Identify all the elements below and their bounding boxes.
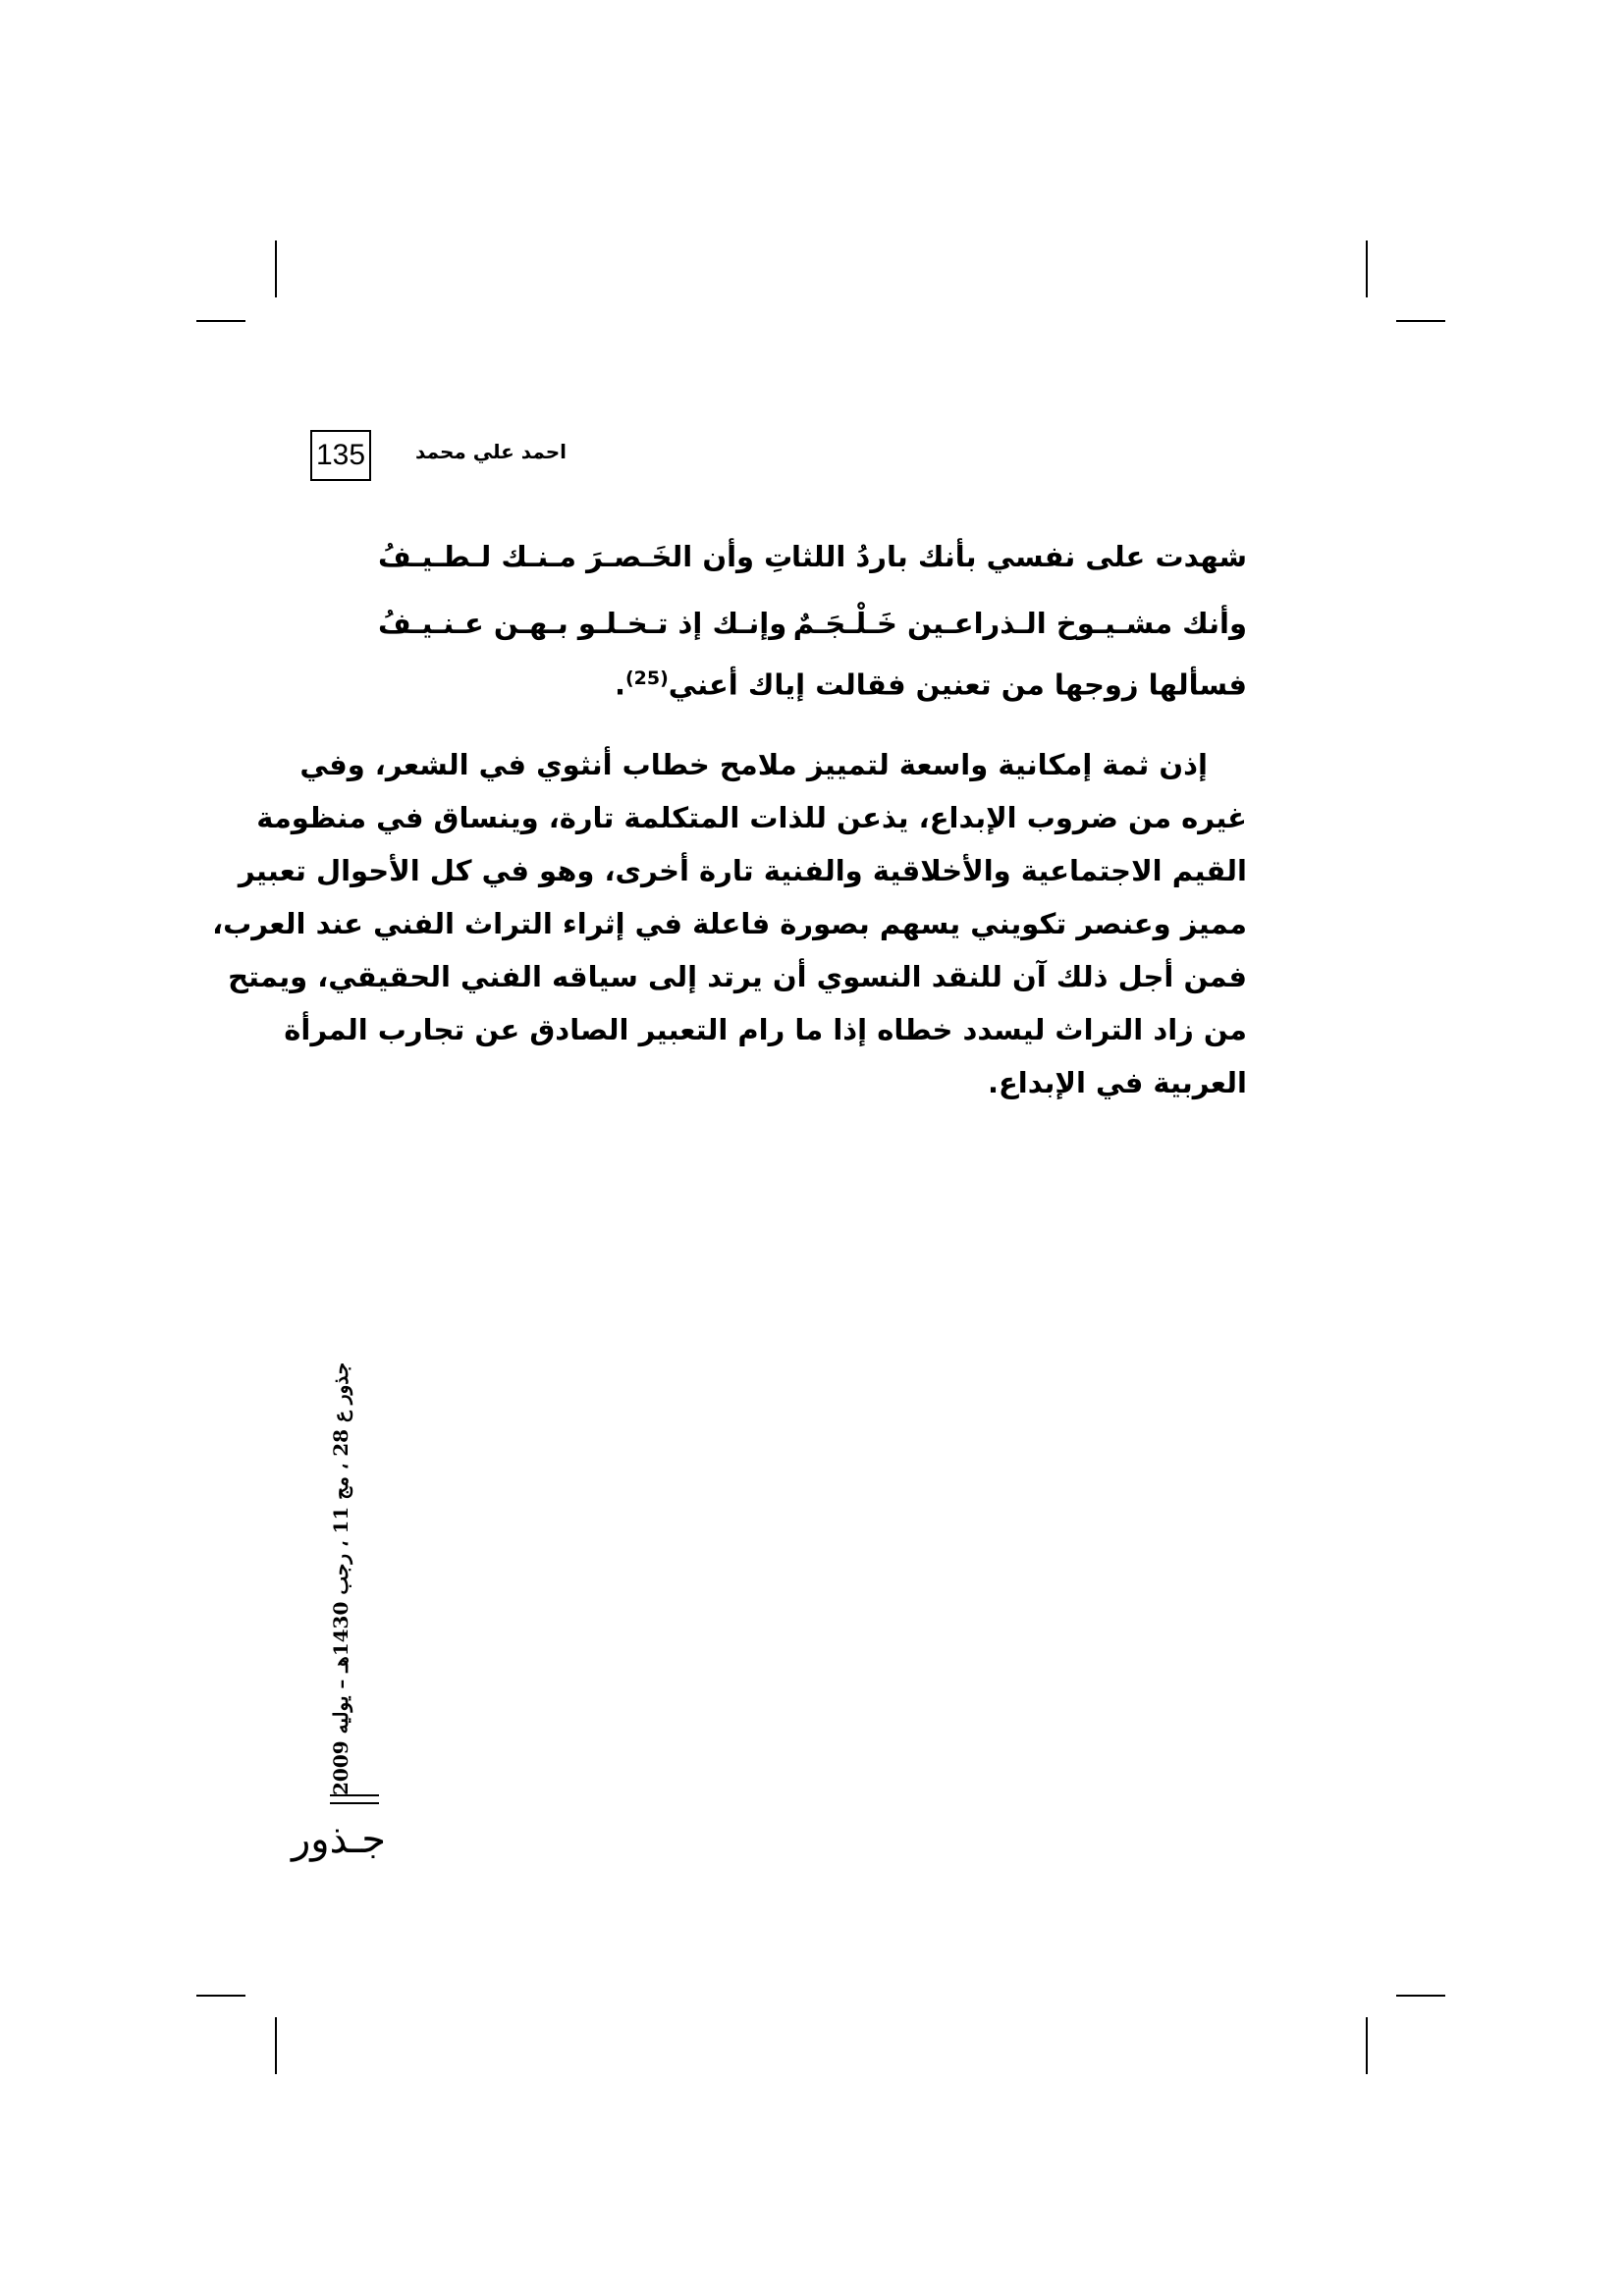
crop-mark-top-right-horizontal xyxy=(1396,320,1445,322)
verse-first-hemistich: وأنك مشـيـوخ الـذراعـين خَـلْـجَـمٌ xyxy=(792,607,1247,640)
crop-mark-top-right-vertical xyxy=(1366,240,1368,297)
paragraph-line: مميز وعنصر تكويني يسهم بصورة فاعلة في إثراء التراث الفني عند العرب، xyxy=(212,907,1247,940)
narrative-end-punctuation: . xyxy=(614,667,625,702)
crop-mark-top-left-vertical xyxy=(275,240,277,297)
verse-line xyxy=(378,607,1247,656)
margin-divider xyxy=(330,1794,379,1804)
paragraph-line: القيم الاجتماعية والأخلاقية والفنية تارة أخرى، وهو في كل الأحوال تعبير xyxy=(238,854,1247,887)
narrative-line xyxy=(615,667,1247,702)
crop-mark-bottom-right-horizontal xyxy=(1396,1995,1445,1997)
crop-mark-bottom-left-vertical xyxy=(275,2017,277,2074)
running-header-author: احمد علي محمد xyxy=(415,440,567,463)
verse-line xyxy=(378,540,1247,589)
page-number-text: 135 xyxy=(315,439,366,471)
footnote-reference: (25) xyxy=(624,667,669,689)
body-paragraph xyxy=(212,738,1247,1109)
journal-issue-info: جذور ع 28 ، مج 11 ، رجب 1430هـ – يوليه 2009 xyxy=(329,1362,352,1795)
paragraph-line: العربية في الإبداع. xyxy=(987,1066,1247,1099)
narrative-text: فسألها زوجها من تعنين فقالت إياك أعني xyxy=(668,667,1247,702)
verse-second-hemistich: تِ وأن الخَـصـرَ مـنـك لـطـيـفُ xyxy=(378,540,793,573)
crop-mark-top-left-horizontal xyxy=(196,320,245,322)
paragraph-line: من زاد التراث ليسدد خطاه إذا ما رام التعبير الصادق عن تجارب المرأة xyxy=(284,1013,1247,1046)
paragraph-line: فمن أجل ذلك آن للنقد النسوي أن يرتد إلى سياقه الفني الحقيقي، ويمتح xyxy=(228,960,1247,993)
verse-second-hemistich: وإنـك إذ تـخـلـو بـهـن عـنـيـفُ xyxy=(378,607,787,640)
paragraph-line: غيره من ضروب الإبداع، يذعن للذات المتكلمة تارة، وينساق في منظومة xyxy=(256,801,1247,834)
crop-mark-bottom-right-vertical xyxy=(1366,2017,1368,2074)
paragraph-line: إذن ثمة إمكانية واسعة لتمييز ملامح خطاب أنثوي في الشعر، وفي xyxy=(299,748,1208,781)
page-number xyxy=(310,430,371,481)
crop-mark-bottom-left-horizontal xyxy=(196,1995,245,1997)
journal-logo: جـذور xyxy=(291,1817,387,1862)
verse-first-hemistich: شهدت على نفسي بأنك باردُ اللثا xyxy=(790,540,1247,573)
